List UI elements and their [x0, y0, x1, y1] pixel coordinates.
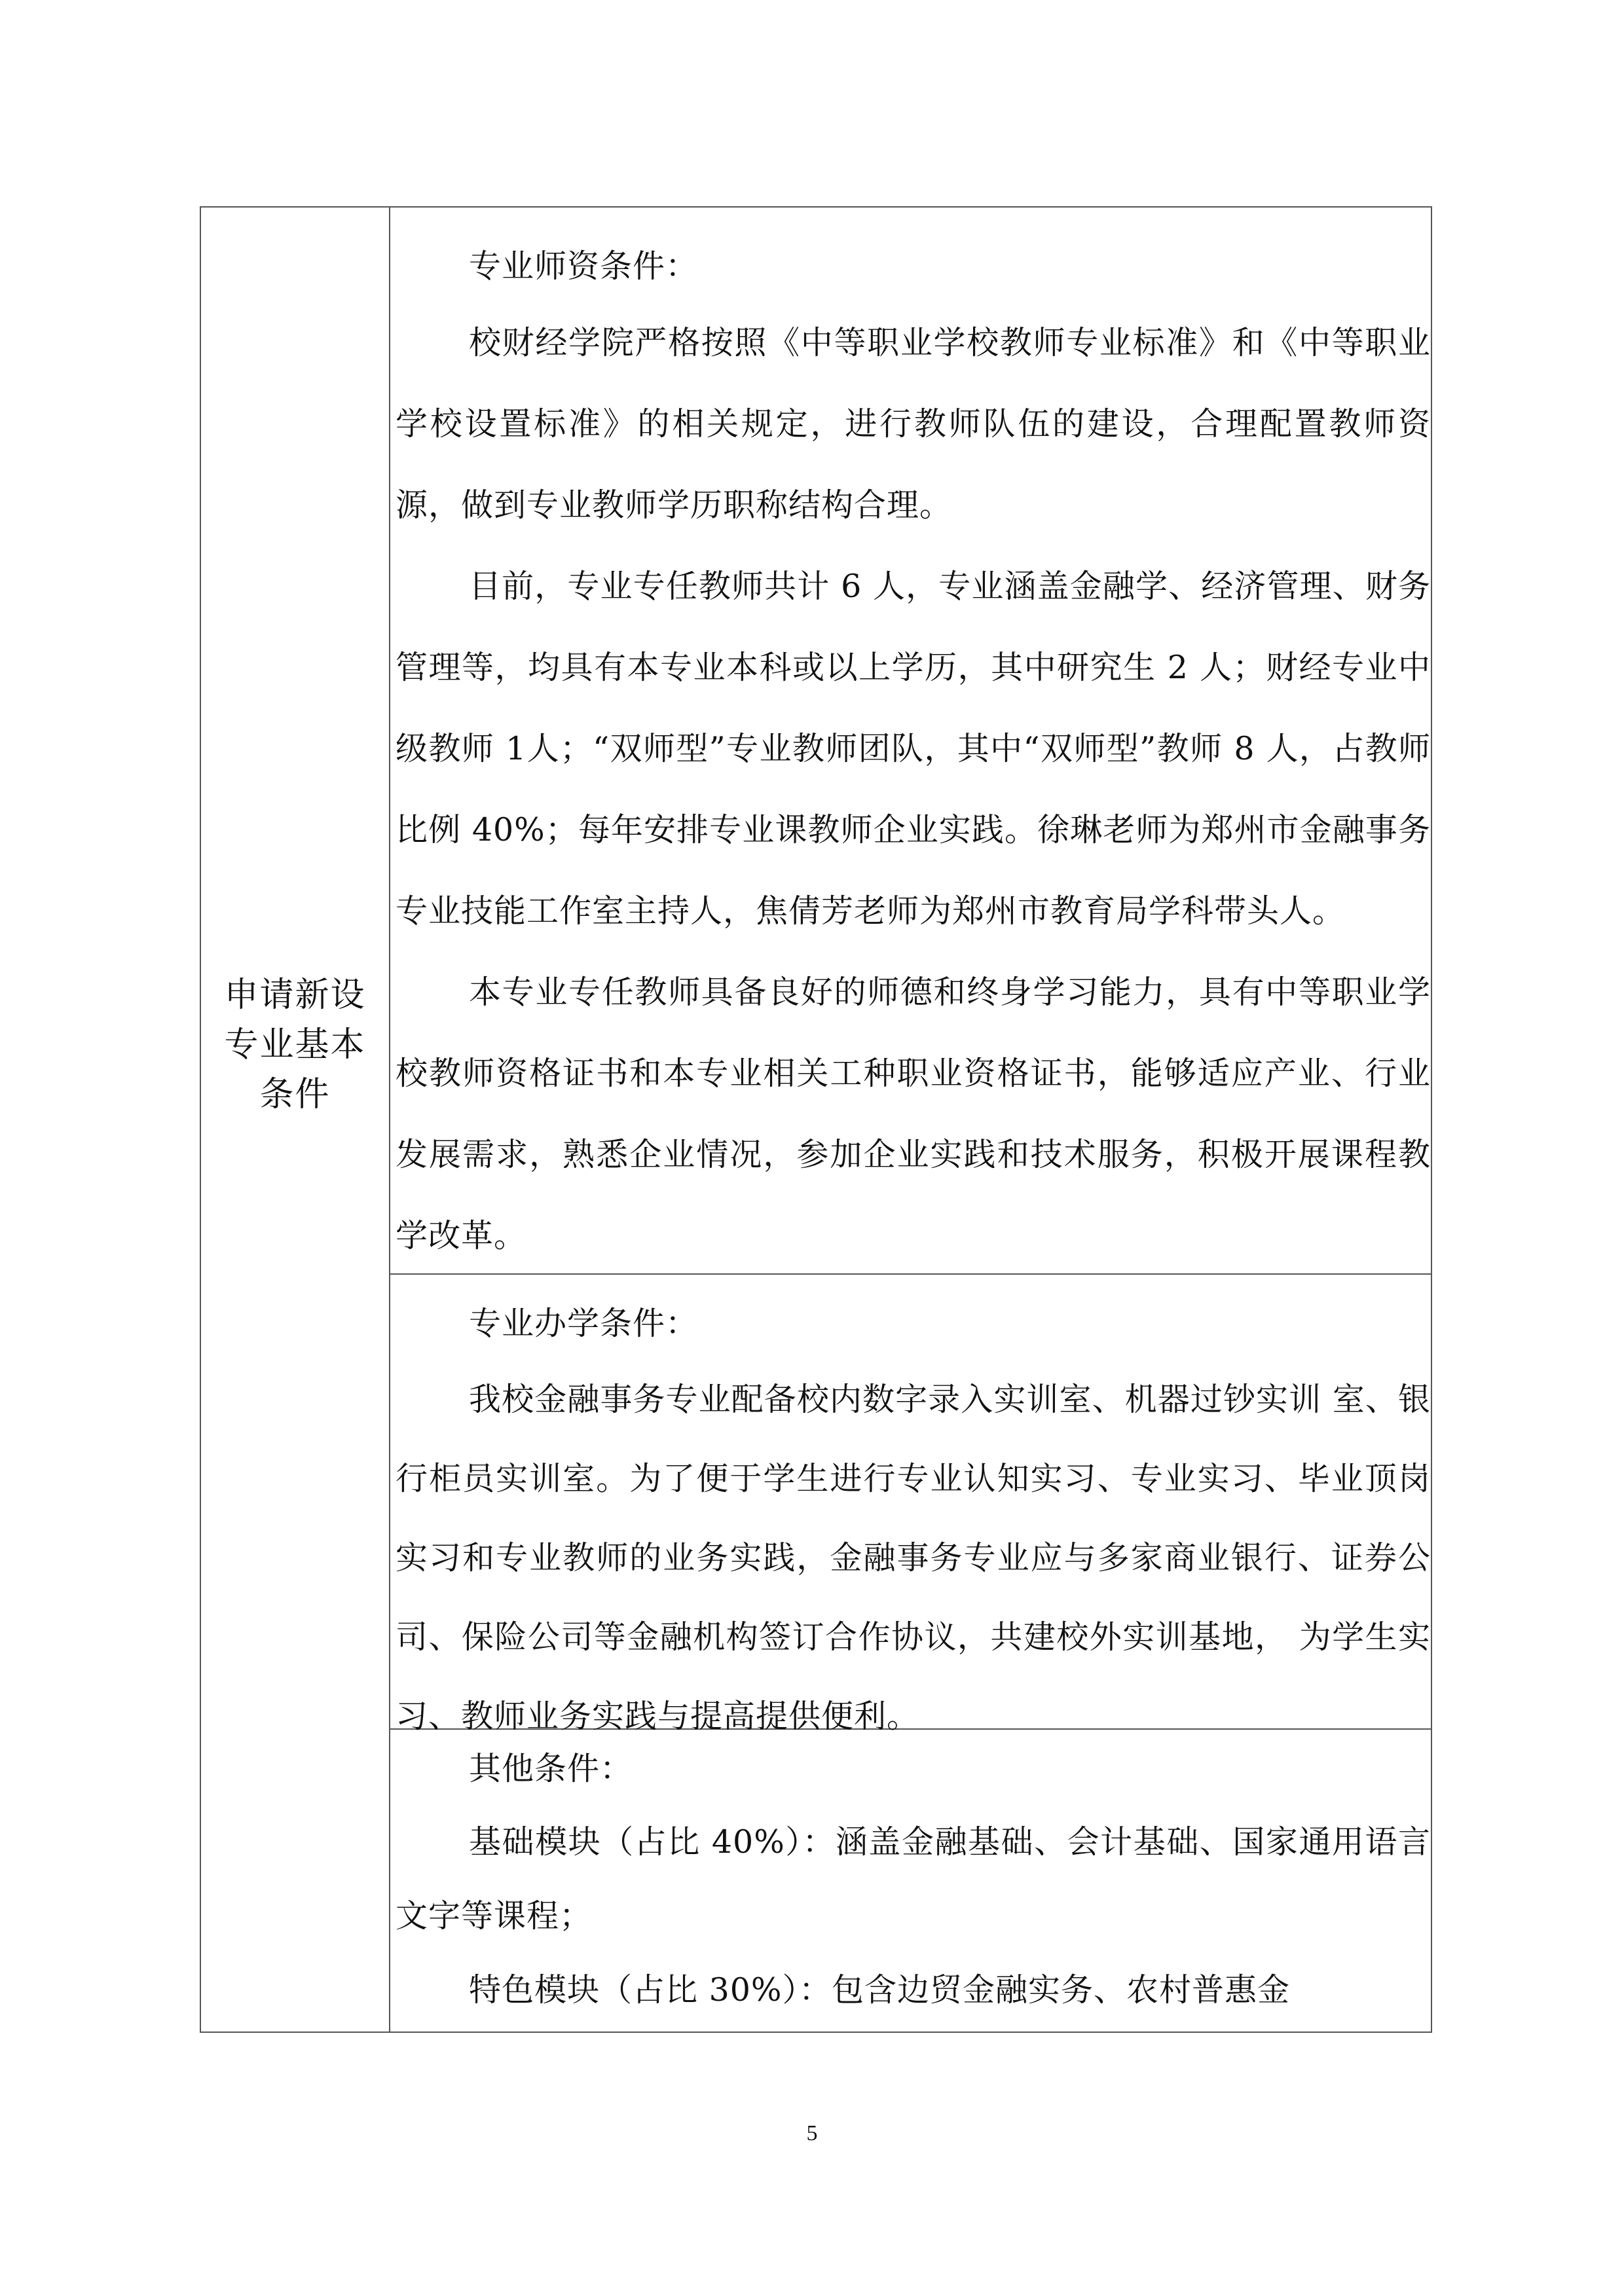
row-label-line: 专业基本	[224, 1025, 366, 1065]
section-facility-conditions	[390, 1275, 1431, 1735]
section-heading: 其他条件：	[469, 1750, 633, 1787]
section-paragraph: 我校金融事务专业配备校内数字录入实训室、机器过钞实训 室、银行柜员实训室。为了便于学生进行专业认知实习、专业实习、毕业顶岗实习和专业教师的业务实践，金融事务专业应与多家商业银行、证券公司、保险公司等金融机构签订合作协议，共建校外实训基地， 为学生实习、教师业务实践与提高提供便利。	[396, 1381, 1431, 1735]
section-paragraph: 基础模块（占比 40%）：涵盖金融基础、会计基础、国家通用语言文字等课程；	[396, 1823, 1431, 1935]
section-paragraph: 本专业专任教师具备良好的师德和终身学习能力，具有中等职业学校教师资格证书和本专业相关工种职业资格证书，能够适应产业、行业发展需求，熟悉企业情况，参加企业实践和技术服务，积极开展课程教学改革。	[396, 974, 1431, 1254]
section-heading: 专业师资条件：	[469, 247, 699, 285]
application-table	[200, 206, 1432, 2033]
row-label-line: 申请新设	[224, 975, 366, 1015]
row-label-cell	[201, 208, 390, 2032]
row-label-line: 条件	[259, 1075, 331, 1114]
section-paragraph: 目前，专业专任教师共计 6 人，专业涵盖金融学、经济管理、财务管理等，均具有本专业本科或以上学历，其中研究生 2 人；财经专业中级教师 1人；“双师型”专业教师团队，其中“双师型”教师 8 人，占教师比例 40%；每年安排专业课教师企业实践。徐琳老师为郑州市金融事务专业技能工作室主持人，焦倩芳老师为郑州市教育局学科带头人。	[396, 568, 1431, 930]
row-label	[201, 970, 389, 1120]
section-paragraph: 特色模块（占比 30%）：包含边贸金融实务、农村普惠金	[469, 1971, 1290, 2009]
content-column	[390, 208, 1431, 2032]
section-paragraph: 校财经学院严格按照《中等职业学校教师专业标准》和《中等职业学校设置标准》的相关规定，进行教师队伍的建设，合理配置教师资源，做到专业教师学历职称结构合理。	[396, 324, 1431, 524]
page-number: 5	[806, 2121, 818, 2145]
section-other-conditions	[390, 1730, 1431, 2033]
section-faculty-conditions	[390, 208, 1431, 1275]
section-heading: 专业办学条件：	[469, 1305, 699, 1342]
